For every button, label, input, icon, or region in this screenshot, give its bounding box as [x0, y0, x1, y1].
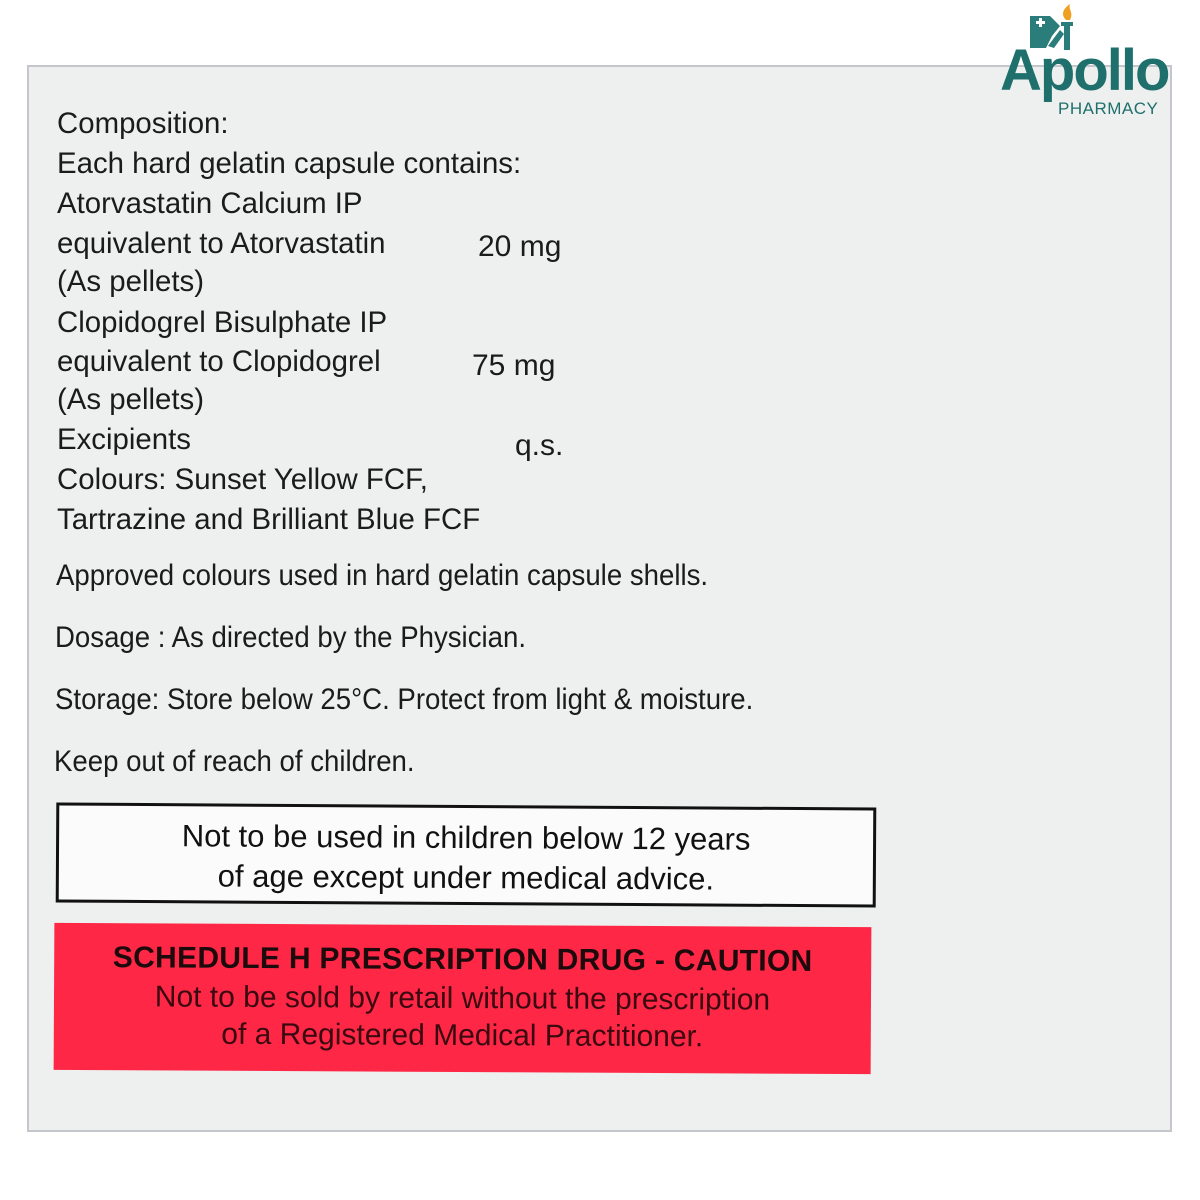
ingredient-2-equivalent: equivalent to Clopidogrel: [57, 345, 381, 378]
ingredient-1-amount: 20 mg: [478, 230, 562, 263]
brand-subtitle: PHARMACY: [1058, 99, 1159, 118]
colours-line-1: Colours: Sunset Yellow FCF,: [57, 463, 428, 496]
ingredient-2-name: Clopidogrel Bisulphate IP: [57, 306, 388, 339]
schedule-h-heading: SCHEDULE H PRESCRIPTION DRUG - CAUTION: [112, 941, 813, 978]
approved-colours-note: Approved colours used in hard gelatin capsule shells.: [56, 559, 709, 592]
composition-heading: Composition:: [57, 107, 229, 140]
composition-intro: Each hard gelatin capsule contains:: [57, 147, 522, 180]
child-warning-box: [56, 802, 877, 907]
ingredient-2-amount: 75 mg: [472, 349, 556, 382]
ingredient-1-name: Atorvastatin Calcium IP: [57, 187, 363, 220]
child-warning-line-1: Not to be used in children below 12 years: [181, 818, 751, 857]
schedule-h-line-2: of a Registered Medical Practitioner.: [221, 1017, 704, 1054]
dosage-note: Dosage : As directed by the Physician.: [55, 621, 526, 654]
schedule-h-caution-box: [54, 923, 872, 1074]
keep-away-note: Keep out of reach of children.: [54, 745, 415, 778]
ingredient-2-form: (As pellets): [57, 383, 205, 416]
colours-line-2: Tartrazine and Brilliant Blue FCF: [57, 503, 481, 536]
apollo-pharmacy-logo: [998, 2, 1173, 120]
schedule-h-line-1: Not to be sold by retail without the prescription: [154, 980, 771, 1017]
brand-name: Apollo: [1000, 38, 1169, 103]
excipients-label: Excipients: [57, 423, 191, 456]
ingredient-1-form: (As pellets): [57, 265, 205, 298]
excipients-amount: q.s.: [515, 429, 564, 462]
ingredient-1-equivalent: equivalent to Atorvastatin: [57, 227, 386, 260]
child-warning-line-2: of age except under medical advice.: [217, 858, 715, 897]
storage-note: Storage: Store below 25°C. Protect from light & moisture.: [55, 683, 754, 716]
